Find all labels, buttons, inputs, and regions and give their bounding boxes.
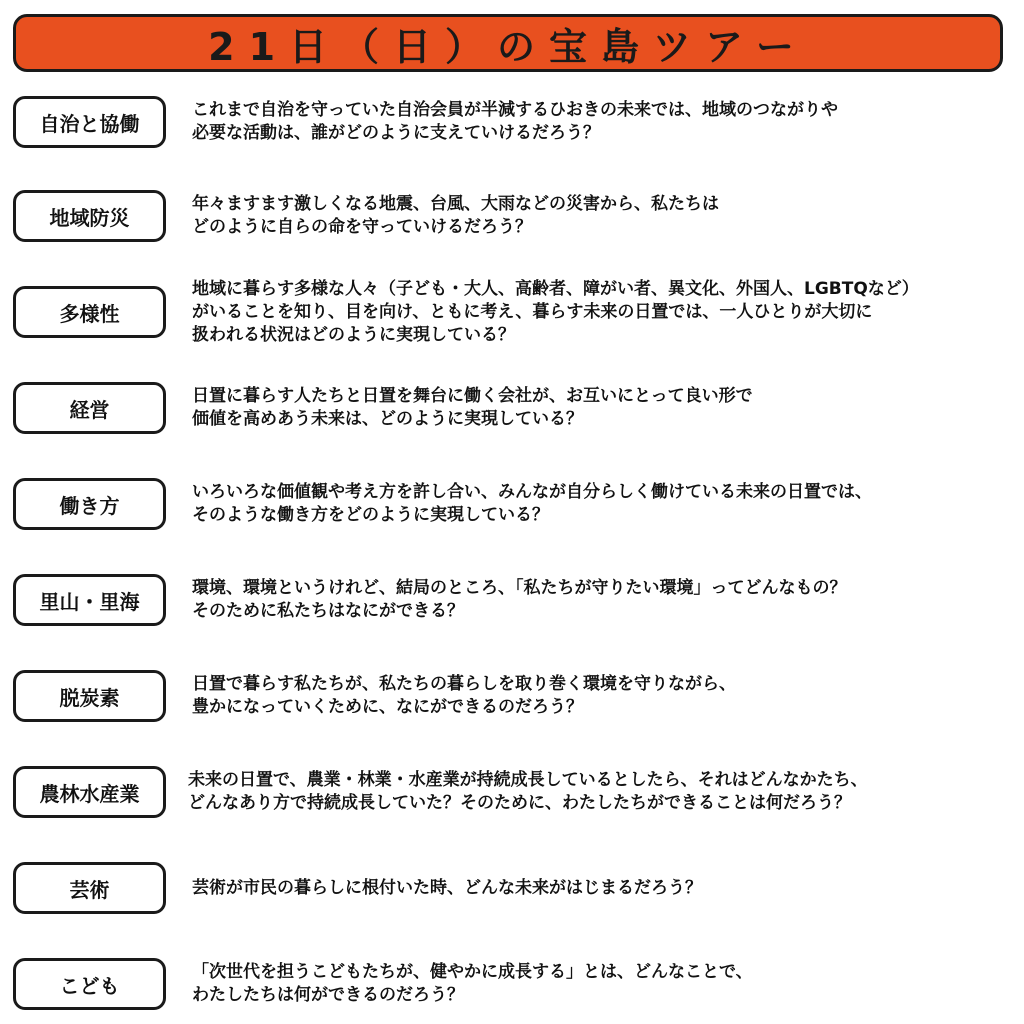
topic-question: 日置で暮らす私たちが、私たちの暮らしを取り巻く環境を守りながら、 豊かになっていくために、なにができるのだろう？: [192, 674, 736, 717]
topic-label: こども: [13, 958, 166, 1010]
topic-row-decarbonization: [0, 668, 1024, 728]
topic-label: 経営: [13, 382, 166, 434]
topic-question: 年々ますます激しくなる地震、台風、大雨などの災害から、私たちは どのように自らの命を守っていけるだろう？: [192, 194, 719, 237]
topic-row-satoyama-satoumi: [0, 572, 1024, 632]
topic-label: 芸術: [13, 862, 166, 914]
topic-question: 「次世代を担うこどもたちが、健やかに成長する」とは、どんなことで、 わたしたちは何ができるのだろう？: [192, 962, 753, 1005]
topic-row-disaster-prevention: [0, 188, 1024, 248]
topic-question: いろいろな価値観や考え方を許し合い、みんなが自分らしく働けている未来の日置では、 そのような働き方をどのように実現している？: [192, 482, 872, 525]
topic-label: 働き方: [13, 478, 166, 530]
topic-row-management: [0, 380, 1024, 440]
topic-label: 自治と協働: [13, 96, 166, 148]
topic-row-diversity: [0, 278, 1024, 345]
topic-row-children: [0, 956, 1024, 1016]
topic-question: 芸術が市民の暮らしに根付いた時、どんな未来がはじまるだろう？: [192, 877, 702, 898]
topic-label: 農林水産業: [13, 766, 166, 818]
topic-question: 未来の日置で、農業・林業・水産業が持続成長しているとしたら、それはどんなかたち、 どんなあり方で持続成長していた？そのために、わたしたちができることは何だろう？: [188, 770, 868, 813]
topic-question: 日置に暮らす人たちと日置を舞台に働く会社が、お互いにとって良い形で 価値を高めあう未来は、どのように実現している？: [192, 386, 753, 429]
topic-row-work-style: [0, 476, 1024, 536]
topic-row-primary-industry: [0, 764, 1024, 824]
topic-question: これまで自治を守っていた自治会員が半減するひおきの未来では、地域のつながりや 必要な活動は、誰がどのように支えていけるだろう？: [192, 100, 838, 143]
topic-label: 地域防災: [13, 190, 166, 242]
topic-question: 地域に暮らす多様な人々（子ども・大人、高齢者、障がい者、異文化、外国人、LGBTQなど） がいることを知り、目を向け、ともに考え、暮らす未来の日置では、一人ひとりが大切に 扱われる状況はどのように実現している？: [192, 278, 919, 345]
topic-label: 多様性: [13, 286, 166, 338]
topic-row-community: [0, 92, 1024, 152]
topic-question: 環境、環境というけれど、結局のところ、「私たちが守りたい環境」ってどんなもの？ そのために私たちはなにができる？: [192, 578, 847, 621]
topic-label: 里山・里海: [13, 574, 166, 626]
title-banner: [13, 14, 1003, 72]
topic-row-arts: [0, 860, 1024, 920]
page-title: 21日（日）の宝島ツアー: [208, 24, 808, 69]
topic-label: 脱炭素: [13, 670, 166, 722]
